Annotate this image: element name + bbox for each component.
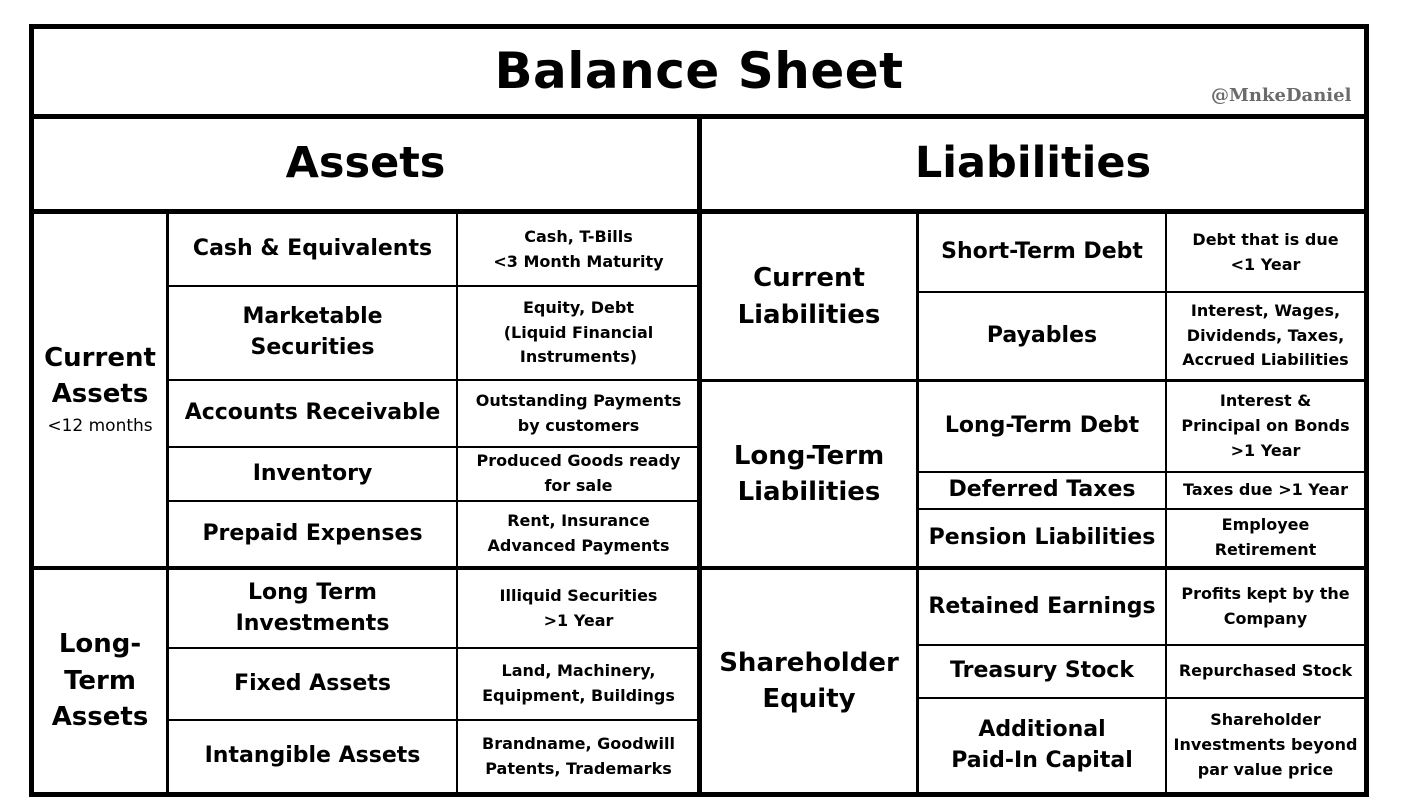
desc-line: Retirement xyxy=(1214,540,1317,559)
asset-item-desc xyxy=(458,649,699,719)
liability-item-name xyxy=(919,473,1165,508)
item-name-text: Deferred Taxes xyxy=(948,477,1136,503)
group-label-line: Assets xyxy=(51,702,149,733)
group-label-line: Liabilities xyxy=(737,477,881,507)
liability-item-desc xyxy=(1167,510,1364,566)
desc-line: Illiquid Securities xyxy=(499,585,658,605)
item-name-text: Paid-In Capital xyxy=(951,747,1133,773)
desc-line: Outstanding Payments xyxy=(475,390,682,410)
liability-item-name xyxy=(919,510,1165,566)
group-label-line: Equity xyxy=(762,684,856,714)
item-name-text: Intangible Assets xyxy=(204,743,421,769)
item-name-text: Long-Term Debt xyxy=(944,413,1140,439)
desc-line: par value price xyxy=(1197,759,1334,779)
desc-line: Cash, T-Bills xyxy=(524,226,633,246)
group-label-line: Term xyxy=(64,665,136,696)
desc-line: Interest & xyxy=(1219,391,1312,411)
desc-line: Principal on Bonds xyxy=(1181,416,1350,436)
desc-line: Profits kept by the xyxy=(1181,584,1350,604)
title-text: Balance Sheet xyxy=(494,42,904,101)
desc-line: Equity, Debt xyxy=(523,297,634,317)
desc-line: Advanced Payments xyxy=(487,536,670,555)
liability-item-name xyxy=(919,699,1165,792)
desc-line: Produced Goods ready xyxy=(476,451,681,471)
group-sublabel: <12 months xyxy=(47,415,153,436)
desc-line: Repurchased Stock xyxy=(1178,661,1353,681)
liability-item-desc xyxy=(1167,214,1364,291)
group-label-line: Liabilities xyxy=(737,299,881,330)
desc-line: Instruments) xyxy=(519,347,638,367)
watermark-handle: @MnkeDaniel xyxy=(1211,85,1352,106)
desc-line: Employee xyxy=(1221,515,1310,535)
asset-item-desc xyxy=(458,381,699,446)
liability-item-name xyxy=(919,293,1165,379)
desc-line: Dividends, Taxes, xyxy=(1186,325,1345,345)
longterm-liabilities-label xyxy=(702,382,916,566)
group-label-line: Shareholder xyxy=(719,647,899,678)
liability-item-name xyxy=(919,570,1165,644)
liabilities-heading xyxy=(702,119,1364,209)
group-label-line: Current xyxy=(753,263,865,294)
item-name-text: Fixed Assets xyxy=(234,670,391,696)
desc-line: for sale xyxy=(544,476,613,495)
item-name-text: Long Term xyxy=(248,579,377,605)
asset-item-desc xyxy=(458,502,699,566)
item-name-text: Treasury Stock xyxy=(950,658,1134,684)
liability-item-desc xyxy=(1167,646,1364,697)
group-label-line: Long-Term xyxy=(733,440,885,471)
item-name-text: Securities xyxy=(250,335,375,360)
desc-line: Company xyxy=(1223,609,1308,628)
desc-line: >1 Year xyxy=(543,610,614,630)
group-label-line: Long- xyxy=(58,629,142,660)
liability-item-desc xyxy=(1167,382,1364,471)
current-assets-label xyxy=(34,214,166,566)
group-label-line: Current xyxy=(44,343,156,374)
asset-item-desc xyxy=(458,721,699,792)
liability-item-name xyxy=(919,646,1165,697)
item-name-text: Additional xyxy=(978,716,1106,742)
assets-heading xyxy=(34,119,697,209)
item-name-text: Investments xyxy=(235,610,390,636)
asset-item-name xyxy=(169,649,456,719)
asset-item-desc xyxy=(458,214,699,285)
desc-line: (Liquid Financial xyxy=(503,322,654,342)
desc-line: Interest, Wages, xyxy=(1190,300,1341,320)
asset-item-desc xyxy=(458,287,699,379)
liability-item-desc xyxy=(1167,570,1364,644)
liability-item-desc xyxy=(1167,473,1364,508)
item-name-text: Cash & Equivalents xyxy=(192,236,433,262)
desc-line: Taxes due >1 Year xyxy=(1183,480,1348,500)
item-name-text: Pension Liabilities xyxy=(928,524,1156,550)
liability-item-name xyxy=(919,214,1165,291)
item-name-text: Short-Term Debt xyxy=(941,239,1143,265)
desc-line: by customers xyxy=(517,415,640,435)
item-name-text: Marketable xyxy=(242,304,383,330)
asset-item-name xyxy=(169,381,456,446)
asset-item-name xyxy=(169,502,456,566)
desc-line: <3 Month Maturity xyxy=(493,251,664,271)
asset-item-desc xyxy=(458,570,699,647)
asset-item-name xyxy=(169,721,456,792)
desc-line: Investments beyond xyxy=(1173,735,1358,755)
desc-line: Debt that is due xyxy=(1192,229,1339,249)
asset-item-name xyxy=(169,287,456,379)
desc-line: <1 Year xyxy=(1230,254,1301,274)
desc-line: Equipment, Buildings xyxy=(482,686,675,705)
asset-item-name xyxy=(169,214,456,285)
desc-line: Shareholder xyxy=(1210,710,1321,730)
shareholder-equity-label xyxy=(702,570,916,792)
desc-line: Brandname, Goodwill xyxy=(482,733,675,753)
item-name-text: Accounts Receivable xyxy=(184,400,441,426)
assets-heading-text: Assets xyxy=(285,138,446,189)
item-name-text: Retained Earnings xyxy=(928,593,1156,619)
asset-item-name xyxy=(169,570,456,647)
liability-item-desc xyxy=(1167,293,1364,379)
desc-line: Rent, Insurance xyxy=(507,511,650,531)
desc-line: >1 Year xyxy=(1230,440,1301,460)
liability-item-name xyxy=(919,382,1165,471)
longterm-assets-label xyxy=(34,570,166,792)
desc-line: Accrued Liabilities xyxy=(1182,350,1349,370)
group-label-line: Assets xyxy=(51,379,149,410)
current-liabilities-label xyxy=(702,214,916,379)
item-name-text: Prepaid Expenses xyxy=(202,520,423,546)
desc-line: Patents, Trademarks xyxy=(485,758,672,778)
liability-item-desc xyxy=(1167,699,1364,792)
asset-item-desc xyxy=(458,448,699,500)
item-name-text: Payables xyxy=(986,322,1098,348)
item-name-text: Inventory xyxy=(252,460,373,486)
desc-line: Land, Machinery, xyxy=(501,661,656,681)
liabilities-heading-text: Liabilities xyxy=(914,138,1152,189)
page-title xyxy=(34,29,1364,114)
asset-item-name xyxy=(169,448,456,500)
